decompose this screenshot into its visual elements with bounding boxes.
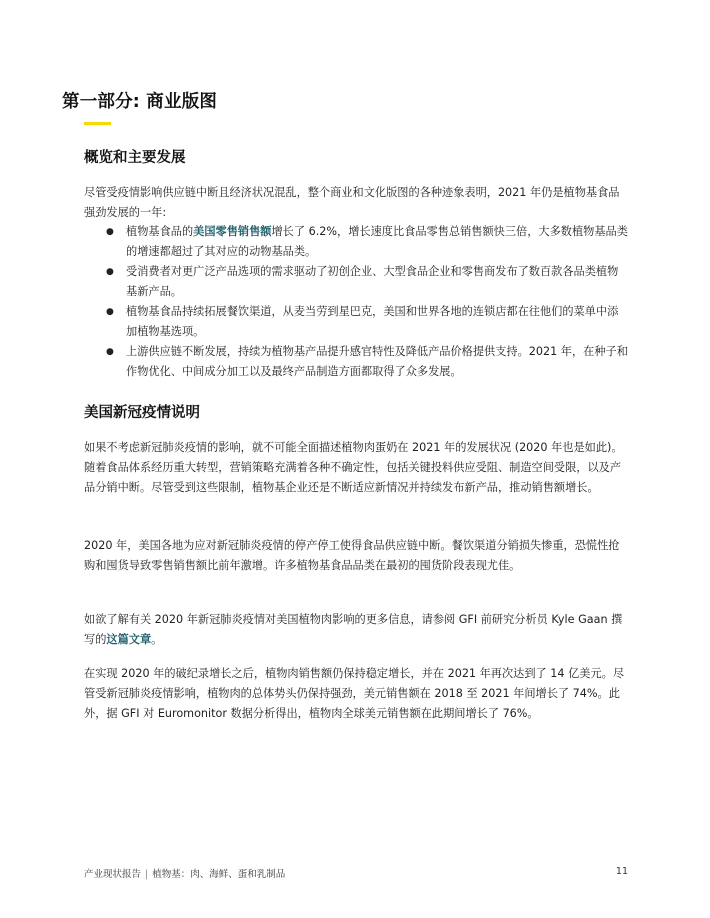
covid-paragraph-1: 如果不考虑新冠肺炎疫情的影响，就不可能全面描述植物肉蛋奶在 2021 年的发展状况 (2020 年也是如此)。随着食品体系经历重大转型，营销策略充满着各种不确定性，包括关键投料供应受阻、制造空间受限，以及产品分销中断。尽管受到这些限制，植物基企业还是不断适应新情况并持续发布新产品，推动销售额增长。 [84,441,623,494]
footer-divider: | [145,869,149,880]
bullet-item [84,222,629,262]
overview-intro: 尽管受疫情影响供应链中断且经济状况混乱，整个商业和文化版图的各种迹象表明，2021 年仍是植物基食品强劲发展的一年: [84,186,620,219]
paragraph-3-text: 如欲了解有关 2020 年新冠肺炎疫情对美国植物肉影响的更多信息，请参阅 GFI 前研究分析员 Kyle Gaan 撰写的 [84,613,623,646]
covid-paragraph-2: 2020 年，美国各地为应对新冠肺炎疫情的停产停工使得食品供应链中断。餐饮渠道分销损失惨重，恐慌性抢购和囤货导致零售销售额比前年激增。许多植物基食品品类在最初的囤货阶段表现尤佳。 [84,539,620,572]
footer [84,866,285,880]
bullet-text-before: 植物基食品的 [126,225,194,238]
covid-paragraph-3 [84,610,629,650]
bullet-dot-icon: ● [106,267,114,277]
accent-bar [84,122,111,125]
footer-subtitle: 植物基：肉、海鲜、蛋和乳制品 [152,869,286,880]
article-link[interactable]: 这篇文章 [106,633,152,646]
us-retail-sales-link[interactable]: 美国零售销售额 [193,225,272,238]
overview-bullet-list [84,222,629,382]
bullet-text: 上游供应链不断发展，持续为植物基产品提升感官特性及降低产品价格提供支持。2021 年，在种子和作物优化、中间成分加工以及最终产品制造方面都取得了众多发展。 [126,345,628,378]
page-title: 第一部分: 商业版图 [62,92,218,112]
overview-heading: 概览和主要发展 [84,150,186,166]
bullet-dot-icon: ● [106,307,114,317]
paragraph-3-end: 。 [151,633,163,646]
page-number: 11 [615,866,628,877]
bullet-dot-icon: ● [106,347,114,357]
bullet-dot-icon: ● [106,227,114,237]
bullet-item [84,342,629,382]
bullet-text: 受消费者对更广泛产品选项的需求驱动了初创企业、大型食品企业和零售商发布了数百款各品类植物基新产品。 [126,265,619,298]
covid-paragraph-4: 在实现 2020 年的破纪录增长之后，植物肉销售额仍保持稳定增长，并在 2021 年再次达到了 14 亿美元。尽管受新冠肺炎疫情影响，植物肉的总体势头仍保持强劲，美元销售额在 2018 至 2021 年间增长了 74%。此外，据 GFI 对 Euromonitor 数据分析得出，植物肉全球美元销售额在此期间增长了 76%。 [84,667,625,720]
footer-report-name: 产业现状报告 [84,869,142,880]
bullet-text: 植物基食品持续拓展餐饮渠道，从麦当劳到星巴克，美国和世界各地的连锁店都在往他们的菜单中添加植物基选项。 [126,305,619,338]
bullet-text-after: 增长了 6.2%，增长速度比食品零售总销售额快三倍，大多数植物基品类的增速都超过了其对应的动物基品类。 [126,225,628,258]
covid-heading: 美国新冠疫情说明 [84,405,200,421]
bullet-item [84,262,629,302]
bullet-item [84,302,629,342]
